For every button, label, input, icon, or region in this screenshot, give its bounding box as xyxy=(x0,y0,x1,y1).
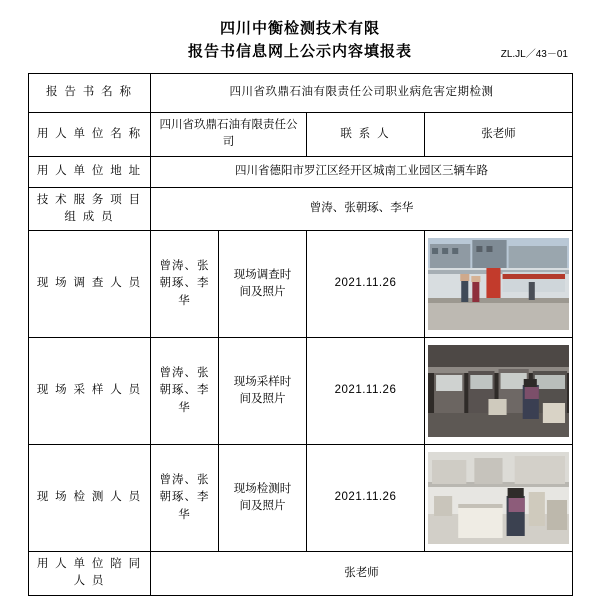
document-code: ZL.JL／43－01 xyxy=(500,49,568,60)
document-header xyxy=(28,18,572,63)
staff-line-3: 华 xyxy=(178,294,191,307)
site-testing-photo-image xyxy=(428,452,569,544)
staff-line-1: 曾涛、张 xyxy=(159,474,210,487)
table-row xyxy=(29,187,573,231)
document-title-line2-row xyxy=(28,41,572,64)
accompanying-staff-label-line1: 用 人 单 位 陪 同 xyxy=(36,558,143,570)
staff-line-2: 朝琢、李 xyxy=(159,384,210,397)
site-survey-item-label xyxy=(219,231,307,338)
document-title-line1: 四川中衡检测技术有限 xyxy=(219,21,380,37)
report-name-value-suffix: 职业病危害定期检测 xyxy=(385,86,494,99)
item-line-2: 间及照片 xyxy=(239,500,286,512)
site-sampling-staff-label: 现 场 采 样 人 员 xyxy=(29,338,151,445)
site-survey-date: 2021.11.26 xyxy=(307,231,425,338)
project-team-label xyxy=(29,187,151,231)
item-line-2: 间及照片 xyxy=(239,393,286,405)
site-sampling-photo xyxy=(425,338,573,445)
table-row xyxy=(29,74,573,113)
item-line-1: 现场调查时 xyxy=(233,268,292,281)
staff-line-1: 曾涛、张 xyxy=(159,367,210,380)
staff-line-3: 华 xyxy=(178,508,191,521)
site-testing-date: 2021.11.26 xyxy=(307,445,425,552)
staff-line-3: 华 xyxy=(178,401,191,414)
table-row xyxy=(29,552,573,596)
table-row xyxy=(29,113,573,157)
accompanying-staff-value: 张老师 xyxy=(151,552,573,596)
table-row xyxy=(29,338,573,445)
site-testing-staff-value xyxy=(151,445,219,552)
report-name-value-main: 四川省玖鼎石油有限责任公司 xyxy=(229,86,386,99)
table-row xyxy=(29,445,573,552)
staff-line-1: 曾涛、张 xyxy=(159,260,210,273)
item-line-2: 间及照片 xyxy=(239,286,286,298)
project-team-label-line2: 组 成 员 xyxy=(64,210,115,223)
document-title-line2: 报告书信息网上公示内容填报表 xyxy=(187,43,412,60)
employer-address-value: 四川省德阳市罗江区经开区城南工业园区三辆车路 xyxy=(151,156,573,187)
site-survey-photo-image xyxy=(428,238,569,330)
site-sampling-date: 2021.11.26 xyxy=(307,338,425,445)
item-line-1: 现场检测时 xyxy=(233,482,292,495)
staff-line-2: 朝琢、李 xyxy=(159,277,210,290)
site-sampling-photo-image xyxy=(428,345,569,437)
project-team-value: 曾涛、张朝琢、李华 xyxy=(151,187,573,231)
site-survey-staff-value xyxy=(151,231,219,338)
table-row xyxy=(29,231,573,338)
site-survey-staff-label: 现 场 调 查 人 员 xyxy=(29,231,151,338)
employer-name-value: 四川省玖鼎石油有限责任公司 xyxy=(151,113,307,157)
employer-name-label: 用 人 单 位 名 称 xyxy=(29,113,151,157)
contact-person-label: 联 系 人 xyxy=(307,113,425,157)
site-sampling-item-label xyxy=(219,338,307,445)
site-testing-photo xyxy=(425,445,573,552)
site-survey-photo xyxy=(425,231,573,338)
report-name-label: 报 告 书 名 称 xyxy=(29,74,151,113)
contact-person-value: 张老师 xyxy=(425,113,573,157)
project-team-label-line1: 技 术 服 务 项 目 xyxy=(36,193,143,206)
site-sampling-staff-value xyxy=(151,338,219,445)
site-testing-item-label xyxy=(219,445,307,552)
item-line-1: 现场采样时 xyxy=(233,375,292,388)
site-testing-staff-label: 现 场 检 测 人 员 xyxy=(29,445,151,552)
staff-line-2: 朝琢、李 xyxy=(159,491,210,504)
accompanying-staff-label xyxy=(29,552,151,596)
table-row xyxy=(29,156,573,187)
report-info-table xyxy=(28,73,573,596)
report-name-value xyxy=(151,74,573,113)
employer-address-label: 用 人 单 位 地 址 xyxy=(29,156,151,187)
accompanying-staff-label-line2: 人 员 xyxy=(73,575,106,588)
